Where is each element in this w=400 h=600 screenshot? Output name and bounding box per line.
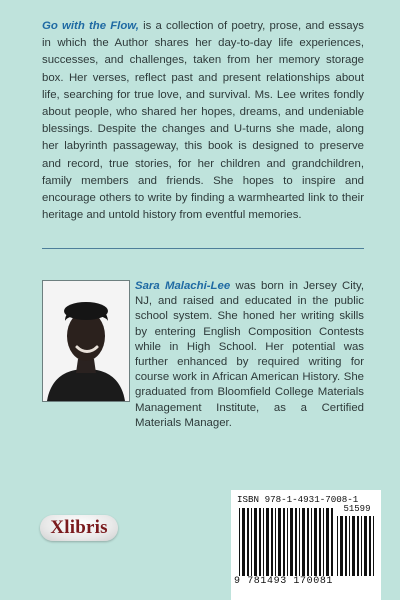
ean-barcode-icon bbox=[239, 508, 335, 576]
back-cover-blurb bbox=[42, 18, 364, 224]
barcode-bar bbox=[254, 508, 257, 576]
blurb-text: is a collection of poetry, prose, and essays in which the Author shares her day-to-day life experiences, successes, and challenges, taken from her memory storage box. Her verses, reflect past and present relationships about life, searching for true love, and survival. Ms. Lee writes fondly about people, who shared her hopes, dreams, and undeniable blessings. Despite the changes and U-turns she made, along her labyrinth passageway, this book is designed to preserve and record, true stories, for her children and grandchildren, family members and friends. She hopes to inspire and encourage others to write by finding a warmhearted link to their heritage and untold history from eventful memories. bbox=[42, 20, 364, 222]
addon-code: 51599 bbox=[343, 504, 371, 514]
ean-digits: 9 781493 170081 bbox=[234, 576, 334, 587]
book-title-lead: Go with the Flow, bbox=[42, 20, 139, 32]
barcode-bar bbox=[239, 508, 240, 576]
xlibris-logo-text: Xlibris bbox=[50, 517, 108, 538]
barcode-bar bbox=[307, 508, 309, 576]
barcode-bar bbox=[287, 508, 288, 576]
barcode-bar bbox=[275, 508, 276, 576]
author-bio-text: was born in Jersey City, NJ, and raised and educated in the public school system. She honed her writing skills by entering English Composition Contests while in High School. Her potential was further enhanced by required writing for course work in African American History. She graduated from Bloomfield College Materials Management Institute, as a Certified Materials Manager. bbox=[135, 280, 364, 429]
barcode-bar bbox=[247, 508, 249, 576]
barcode-bar bbox=[251, 508, 252, 576]
barcode-bar bbox=[361, 516, 362, 576]
barcode-bar bbox=[323, 508, 324, 576]
author-photo bbox=[42, 280, 130, 402]
barcode-bar bbox=[311, 508, 312, 576]
author-name: Sara Malachi-Lee bbox=[135, 280, 231, 292]
barcode-bar bbox=[319, 508, 321, 576]
barcode-bar bbox=[337, 516, 338, 576]
barcode-bar bbox=[369, 516, 371, 576]
barcode-bar bbox=[299, 508, 300, 576]
barcode-bar bbox=[259, 508, 261, 576]
barcode-bar bbox=[283, 508, 285, 576]
barcode-bar bbox=[295, 508, 297, 576]
barcode-bar bbox=[326, 508, 329, 576]
section-divider bbox=[42, 248, 364, 249]
barcode-bar bbox=[364, 516, 367, 576]
barcode-bar bbox=[349, 516, 350, 576]
xlibris-logo bbox=[40, 515, 118, 541]
isbn-label: ISBN 978-1-4931-7008-1 bbox=[237, 494, 359, 505]
barcode-bar bbox=[352, 516, 355, 576]
barcode-bar bbox=[373, 516, 374, 576]
barcode-bar bbox=[340, 516, 343, 576]
barcode-bar bbox=[242, 508, 245, 576]
barcode-bar bbox=[266, 508, 269, 576]
barcode-bar bbox=[331, 508, 333, 576]
barcode-bar bbox=[271, 508, 273, 576]
barcode-bar bbox=[357, 516, 359, 576]
barcode-panel bbox=[231, 490, 381, 600]
author-bio bbox=[135, 279, 364, 431]
addon-barcode-icon bbox=[337, 516, 375, 576]
barcode-bar bbox=[290, 508, 293, 576]
author-portrait-icon bbox=[43, 281, 129, 401]
barcode-bar bbox=[314, 508, 317, 576]
barcode-bar bbox=[278, 508, 281, 576]
barcode-bar bbox=[263, 508, 264, 576]
barcode-bar bbox=[345, 516, 347, 576]
barcode-bar bbox=[302, 508, 305, 576]
